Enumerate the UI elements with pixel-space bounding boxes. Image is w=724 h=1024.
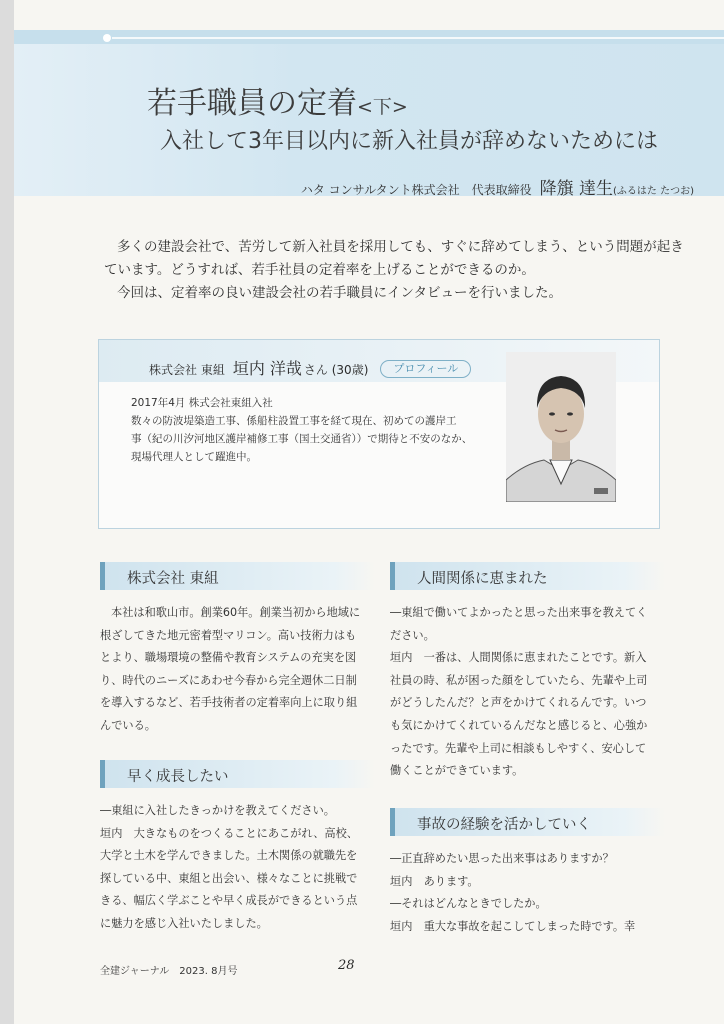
author-name: 降籏 達生: [539, 179, 614, 199]
growth-text: [100, 800, 364, 936]
title-main: 若手職員の定着: [147, 86, 357, 121]
accident-text: [390, 848, 654, 938]
section-heading-accident: [390, 808, 665, 836]
answer: 垣内 一番は、人間関係に恵まれたことです。新入社員の時、私が困った顔をしていたら、先輩や上司がどうしたんだ？と声をかけてくれるんです。いつも気にかけてくれているんだなと感じると、心強かったです。先輩や上司に相談もしやすく、安心して働くことができています。: [390, 651, 648, 778]
page-title: [147, 78, 408, 122]
section-heading-relationships: [390, 562, 665, 590]
question: ―東組に入社したきっかけを教えてください。: [100, 804, 335, 817]
author-reading: (ふるはた たつお): [613, 186, 694, 197]
header-dot: [103, 34, 111, 42]
bio-line: 数々の防波堤築造工事、係船柱設置工事を経て現在、初めての護岸工: [131, 415, 457, 427]
answer: 垣内 重大な事故を起こしてしまった時です。幸: [390, 919, 636, 933]
header-line: [112, 37, 724, 39]
section-title: 株式会社 東組: [127, 571, 219, 587]
profile-company: 株式会社 東組: [149, 363, 225, 377]
company-text: [100, 602, 364, 738]
answer: 垣内 あります。: [390, 874, 479, 888]
person-photo-icon: [506, 352, 616, 502]
intro-paragraph: 今回は、定着率の良い建設会社の若手職員にインタビューを行いました。: [117, 285, 562, 301]
bio-line: 事（紀の川汐河地区護岸補修工事（国土交通省））で期待と不安のなか、: [131, 433, 473, 445]
relationships-text: [390, 602, 654, 783]
profile-bio: [131, 394, 511, 466]
scan-edge: [0, 0, 14, 1024]
byline: [301, 174, 694, 199]
profile-box: [98, 339, 660, 529]
company-paragraph: 本社は和歌山市。創業60年。創業当初から地域に根ざしてきた地元密着型マリコン。高い技術力はもとより、職場環境の整備や教育システムの充実を図り、時代のニーズにあわせ今春から完全週休二日制を導入するなど、若手技術者の定着率向上に取り組んでいる。: [100, 606, 361, 732]
question: ―東組で働いてよかったと思った出来事を教えてください。: [390, 606, 648, 642]
title-suffix: <下>: [357, 96, 408, 118]
section-title: 早く成長したい: [127, 769, 229, 785]
bio-line: 2017年4月 株式会社東組入社: [131, 397, 273, 409]
answer: 垣内 大きなものをつくることにあこがれ、高校、大学と土木を学んできました。土木関係の就職先を探している中、東組と出会い、様々なことに挑戦できる、幅広く学ぶことや早く成長ができるという点に魅力を感じ入社いたしました。: [100, 826, 358, 930]
page-subtitle: 入社して3年目以内に新入社員が辞めないためには: [160, 129, 658, 154]
profile-heading: [149, 356, 471, 379]
bio-line: 現場代理人として躍進中。: [131, 451, 257, 463]
question: ―それはどんなときでしたか。: [390, 897, 547, 911]
intro: [104, 236, 694, 305]
section-heading-growth: [100, 760, 375, 788]
section-heading-company: [100, 562, 375, 590]
intro-paragraph: 多くの建設会社で、苦労して新入社員を採用しても、すぐに辞めてしまう、という問題が起きています。どうすれば、若手社員の定着率を上げることができるのか。: [104, 239, 684, 278]
question: ―正直辞めたい思った出来事はありますか？: [390, 852, 614, 865]
author-affiliation: ハタ コンサルタント株式会社 代表取締役: [300, 183, 532, 197]
section-title: 事故の経験を活かしていく: [417, 817, 591, 833]
page-number: 28: [338, 958, 355, 973]
profile-photo: [506, 352, 616, 502]
footer-journal: 全建ジャーナル 2023. 8月号: [100, 966, 238, 977]
profile-suffix: さん (30歳): [303, 363, 369, 377]
section-title: 人間関係に恵まれた: [417, 571, 548, 587]
profile-badge: プロフィール: [380, 360, 471, 378]
profile-name: 垣内 洋哉: [232, 359, 302, 378]
